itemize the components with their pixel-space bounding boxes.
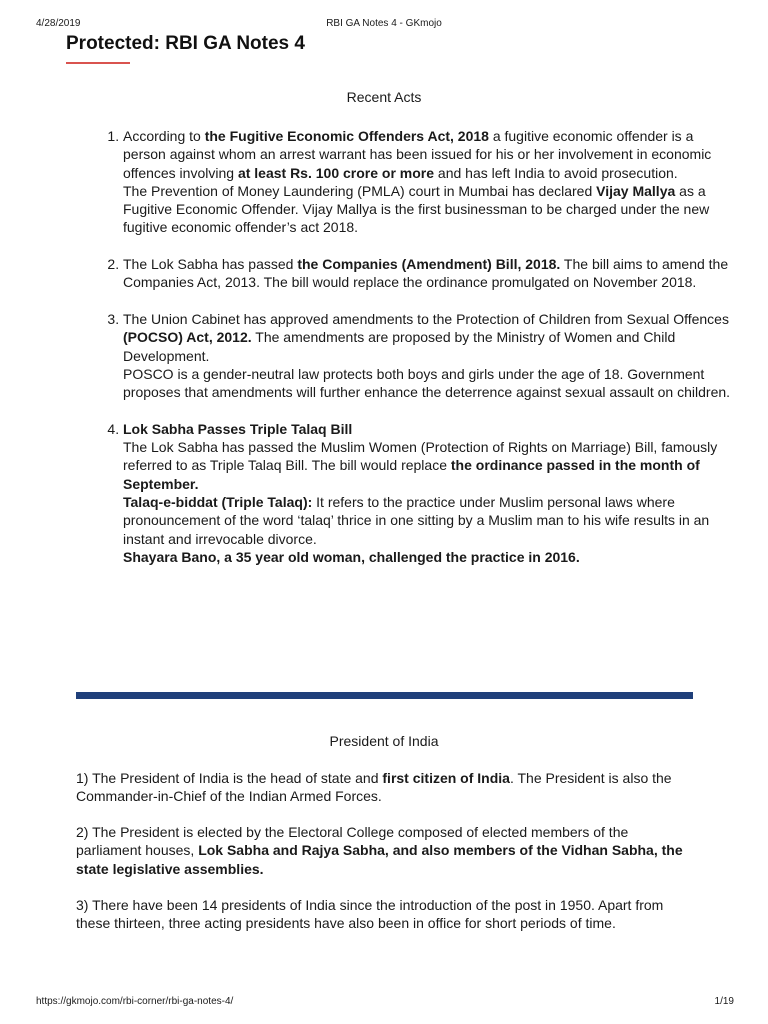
section-divider [76, 692, 693, 699]
print-header-title: RBI GA Notes 4 - GKmojo [326, 18, 442, 29]
list-item: 4. Lok Sabha Passes Triple Talaq Bill The Lok Sabha has passed the Muslim Women (Protection of Rights on Marriage) Bill, famously referred to as Triple Talaq Bill. The bill would replace the ordinance passed in the month of September. Talaq-e-biddat (Triple Talaq): It refers to the practice under Muslim personal laws where pronouncement of the word ‘talaq’ thrice in one sitting by a Muslim man to his wife results in an instant and irrevocable divorce. Shayara Bano, a 35 year old woman, challenged the practice in 2016. [123, 420, 731, 566]
title-underline [66, 62, 130, 64]
section-heading-recent-acts: Recent Acts [346, 89, 422, 105]
print-footer-page-number: 1/19 [714, 996, 734, 1007]
list-item: 1. According to the Fugitive Economic Offenders Act, 2018 a fugitive economic offender is a person against whom an arrest warrant has been issued for his or her involvement in economic offences involving at least Rs. 100 crore or more and has left India to avoid prosecution. The Prevention of Money Laundering (PMLA) court in Mumbai has declared Vijay Mallya as a Fugitive Economic Offender. Vijay Mallya is the first businessman to be charged under the new fugitive economic offender’s act 2018. [123, 127, 731, 237]
president-paragraph-1: 1) The President of India is the head of state and first citizen of India. The President is also the Commander-in-Chief of the Indian Armed Forces. [76, 770, 672, 805]
president-paragraph-2: 2) The President is elected by the Electoral College composed of elected members of the parliament houses, Lok Sabha and Rajya Sabha, and also members of the Vidhan Sabha, the state legislative assemblies. [76, 824, 683, 877]
list-item: 3. The Union Cabinet has approved amendments to the Protection of Children from Sexual Offences (POCSO) Act, 2012. The amendments are proposed by the Ministry of Women and Child Development. POSCO is a gender-neutral law protects both boys and girls under the age of 18. Government proposes that amendments will further enhance the deterrence against sexual assault on children. [123, 310, 731, 401]
print-header-date: 4/28/2019 [36, 18, 81, 29]
section-heading-president: President of India [329, 733, 439, 749]
president-paragraph-3: 3) There have been 14 presidents of India since the introduction of the post in 1950. Apart from these thirteen, three acting presidents have also been in office for short periods of time. [76, 897, 664, 932]
list-item: 2. The Lok Sabha has passed the Companies (Amendment) Bill, 2018. The bill aims to amend the Companies Act, 2013. The bill would replace the ordinance promulgated on November 2018. [123, 255, 731, 292]
recent-acts-list [83, 127, 731, 566]
page-title: Protected: RBI GA Notes 4 [66, 33, 305, 54]
print-footer-url: https://gkmojo.com/rbi-corner/rbi-ga-notes-4/ [36, 996, 234, 1007]
